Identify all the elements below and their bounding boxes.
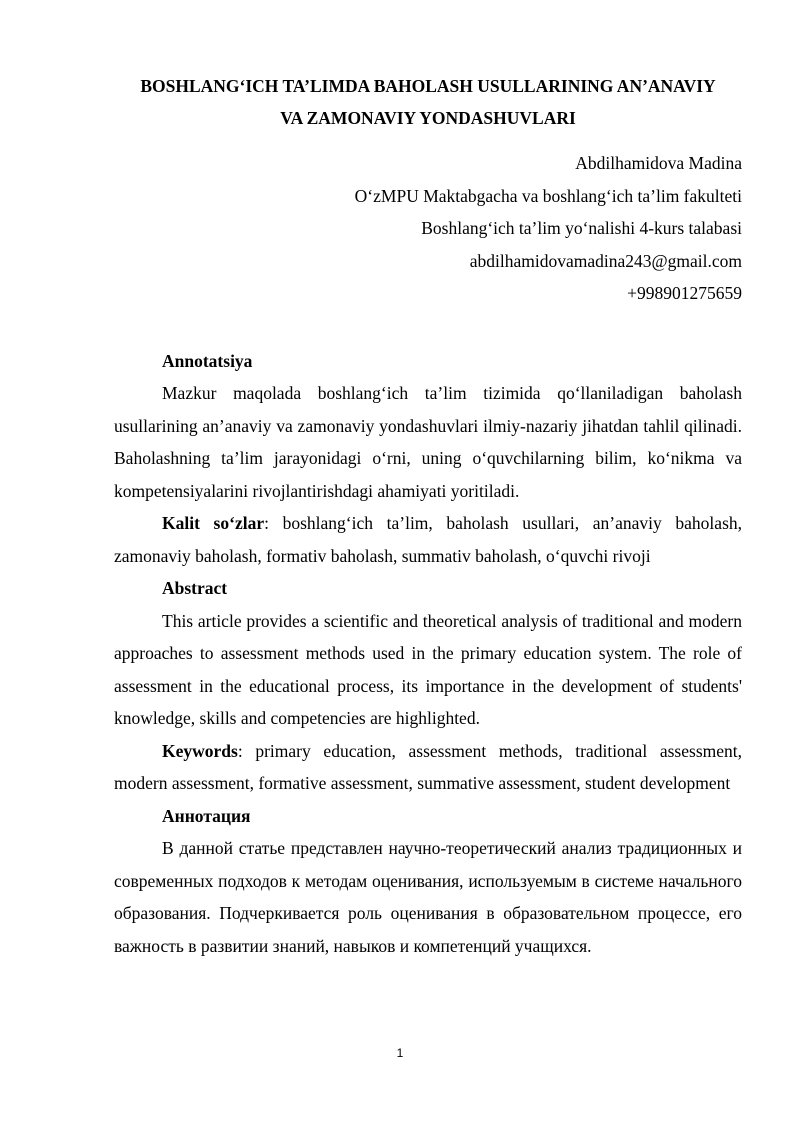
uz-keywords-list: : boshlang‘ich ta’lim, baholash usullari, an’anaviy baholash, zamonaviy baholash, formativ baholash, summativ baholash, o‘quvchi rivoji: [114, 513, 742, 566]
uz-keywords: [114, 507, 742, 572]
author-faculty: O‘zMPU Maktabgacha va boshlang‘ich ta’lim fakulteti: [354, 185, 742, 206]
title-line-2: VA ZAMONAVIY YONDASHUVLARI: [280, 108, 576, 128]
uz-annotation-text: Mazkur maqolada boshlang‘ich ta’lim tizimida qo‘llaniladigan baholash usullarining an’anaviy va zamonaviy yondashuvlari ilmiy-nazariy jihatdan tahlil qilinadi. Baholashning ta’lim jarayonidagi o‘rni, uning o‘quvchilarning bilim, ko‘nikma va kompetensiyalarini rivojlantirishdagi ahamiyati yoritiladi.: [114, 383, 742, 501]
title-line-1: BOSHLANG‘ICH TA’LIMDA BAHOLASH USULLARINING AN’ANAVIY: [140, 76, 716, 96]
en-abstract-heading: Abstract: [162, 578, 228, 598]
en-keywords-label: Keywords: [162, 740, 238, 761]
ru-annotation-heading: Аннотация: [162, 805, 251, 826]
author-info: [114, 147, 742, 310]
en-abstract-text: This article provides a scientific and theoretical analysis of traditional and modern approaches to assessment methods used in the primary education system. The role of assessment in the educational process, its importance in the development of students' knowledge, skills and competencies are highlighted.: [114, 610, 742, 728]
en-keywords-list: : primary education, assessment methods, traditional assessment, modern assessment, formative assessment, summative assessment, student development: [114, 740, 742, 793]
author-email: abdilhamidovamadina243@gmail.com: [469, 250, 742, 271]
page-number: 1: [396, 1046, 404, 1060]
ru-annotation-text: В данной статье представлен научно-теоретический анализ традиционных и современных подходов к методам оценивания, используемым в системе начального образования. Подчеркивается роль оценивания в образовательном процессе, его важность в развитии знаний, навыков и компетенций учащихся.: [114, 838, 742, 956]
author-program: Boshlang‘ich ta’lim yo‘nalishi 4-kurs talabasi: [421, 218, 742, 238]
author-name: Abdilhamidova Madina: [575, 153, 742, 173]
en-keywords: [114, 735, 742, 800]
paper-title: [114, 70, 742, 134]
paper-page: [114, 70, 742, 962]
author-phone: +998901275659: [627, 283, 742, 303]
uz-keywords-label: Kalit so‘zlar: [162, 513, 265, 533]
uz-annotation-heading: Annotatsiya: [162, 350, 253, 371]
